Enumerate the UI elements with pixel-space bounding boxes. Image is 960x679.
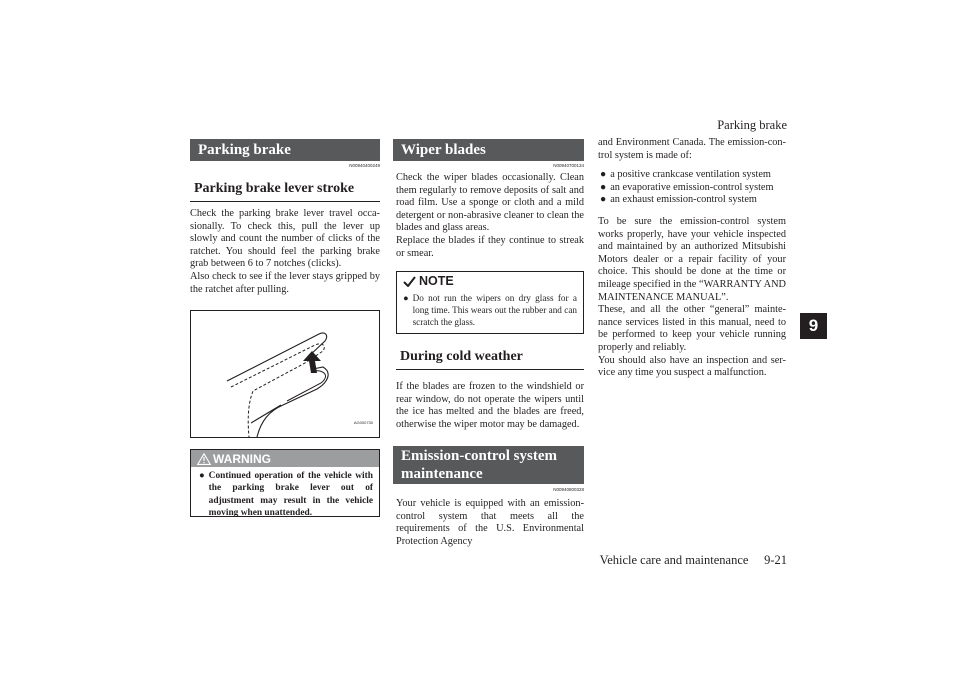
paragraph: Check the wiper blades occasionally. Clean them regularly to remove deposits of salt and road film. Use a sponge or cloth and a mild detergent or non-abrasive cleaner to clean the blades and glass areas.	[396, 172, 584, 234]
running-foot: Vehicle care and maintenance 9-21	[599, 553, 787, 567]
section-banner-parking-brake: Parking brake	[190, 139, 380, 161]
paragraph: You should also have an inspection and ser-vice any time you suspect a malfunction.	[598, 354, 786, 379]
section-code: N00940700134	[553, 163, 584, 168]
subsection-heading: Parking brake lever stroke	[190, 178, 380, 202]
paragraph: Also check to see if the lever stays gripped by the ratchet after pulling.	[190, 270, 380, 295]
warning-text: Continued operation of the vehicle with the parking brake lever out of adjustment may result in the vehicle moving when unattended.	[208, 471, 373, 519]
section-banner-emission: Emission-control system maintenance	[393, 446, 584, 484]
bullet-icon: ●	[600, 194, 607, 206]
paragraph: and Environment Canada. The emission-con-trol system is made of:	[598, 137, 786, 161]
warning-item	[191, 467, 379, 524]
chapter-tab: 9	[800, 313, 827, 339]
note-item	[403, 292, 577, 328]
col1-body	[190, 208, 380, 296]
paragraph: Your vehicle is equipped with an emission-control system that meets all the requirements of the U.S. Environmental Protection Agency	[396, 498, 584, 547]
col2-body	[396, 172, 584, 260]
warning-triangle-icon	[197, 453, 211, 465]
bullet-icon: ●	[199, 471, 205, 481]
list-item: ● a positive crankcase ventilation system	[600, 169, 771, 181]
warning-box	[190, 449, 380, 517]
bullet-icon: ●	[600, 181, 607, 193]
col2-cold-text	[396, 381, 584, 431]
bullet-icon: ●	[403, 293, 409, 303]
paragraph: These, and all the other “general” mainte-nance services listed in this manual, need to be performed to keep your vehicle running properly and reliably.	[598, 304, 786, 353]
paragraph: To be sure the emission-control system works properly, have your vehicle inspected and maintained by an authorized Mitsubishi Motors dealer or a repair facility of your choice. This should be done at the time or mileage specified in the “WARRANTY AND MAINTENANCE MANUAL”.	[598, 215, 786, 303]
note-header	[403, 272, 577, 290]
parking-brake-lever-illustration	[191, 311, 379, 437]
note-text: Do not run the wipers on dry glass for a long time. This wears out the rubber and can scratch the glass.	[412, 293, 577, 327]
paragraph: Replace the blades if they continue to streak or smear.	[396, 234, 584, 259]
warning-header	[191, 450, 379, 467]
bullet-icon: ●	[600, 169, 607, 181]
subsection-heading: During cold weather	[396, 346, 584, 370]
col3-body	[598, 137, 786, 380]
note-box	[396, 271, 584, 334]
col2-emission-text	[396, 498, 584, 548]
note-label: NOTE	[419, 274, 454, 288]
running-head: Parking brake	[717, 118, 787, 132]
section-code: N00940400249	[349, 163, 380, 168]
paragraph: Check the parking brake lever travel occa-sionally. To check this, pull the lever up slowly and count the number of clicks of the ratchet. You should feel the parking brake grab between 6 to 7 notches (clicks).	[190, 208, 380, 270]
section-banner-wiper-blades: Wiper blades	[393, 139, 584, 161]
list-item: ● an evaporative emission-control system	[600, 181, 774, 193]
warning-label: WARNING	[213, 451, 271, 466]
checkmark-icon	[403, 276, 416, 287]
paragraph: If the blades are frozen to the windshield or rear window, do not operate the wipers until the ice has melted and the blades are freed, otherwise the wiper motor may be damaged.	[396, 381, 584, 430]
parking-brake-lever-figure	[190, 310, 380, 438]
list-item: ● an exhaust emission-control system	[600, 194, 757, 206]
figure-code: AG000730	[353, 420, 373, 425]
section-code: N00940800328	[553, 487, 584, 492]
